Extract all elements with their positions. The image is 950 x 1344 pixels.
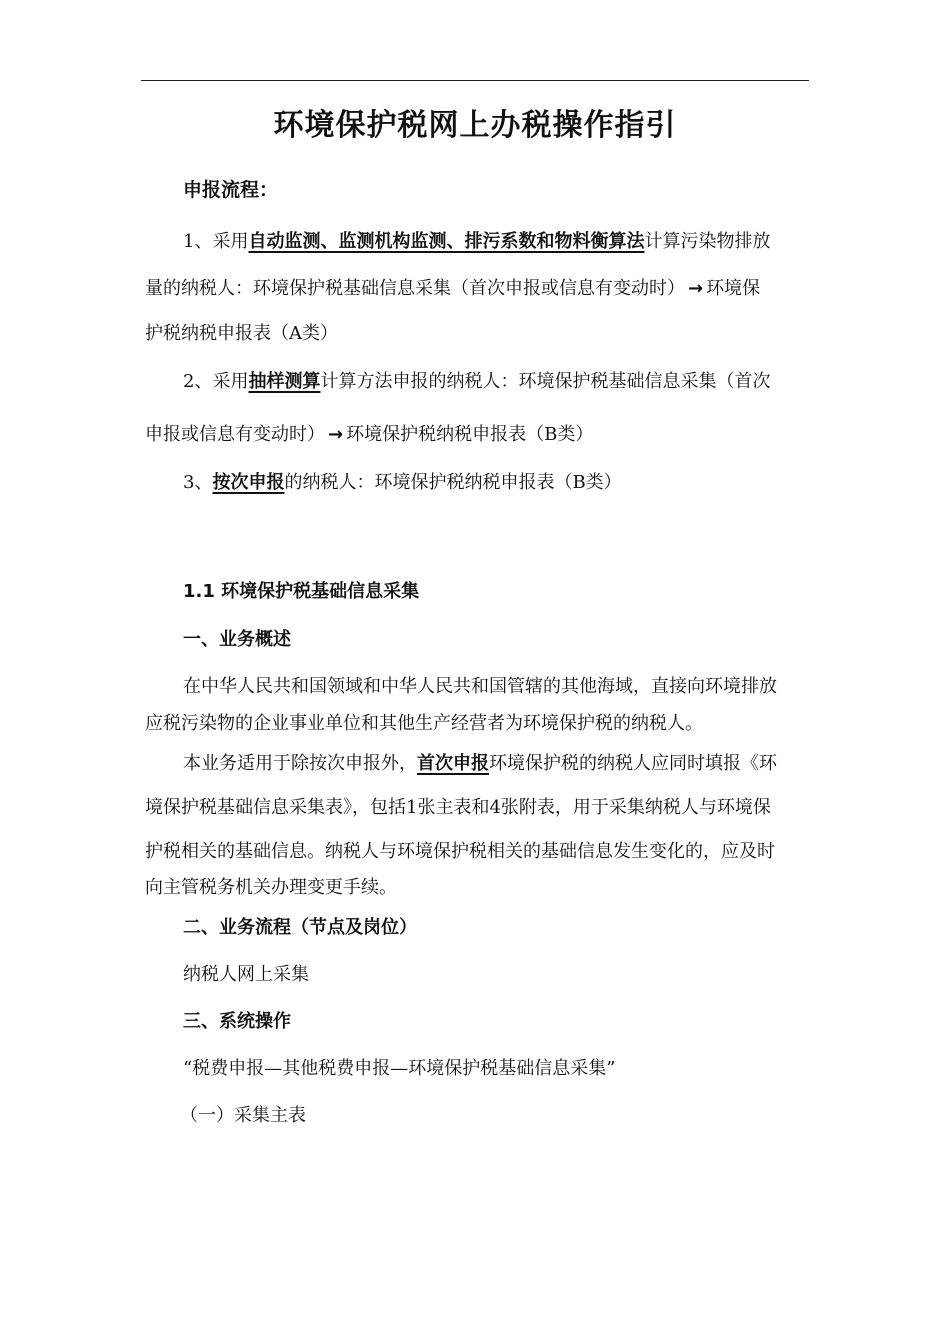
item2-prefix: 2、采用 bbox=[183, 371, 249, 392]
item2-line1 bbox=[183, 370, 770, 394]
item1-line2 bbox=[145, 277, 760, 301]
header-rule bbox=[141, 80, 809, 81]
item3-method: 按次申报 bbox=[212, 472, 285, 493]
overview-p2-emph: 首次申报 bbox=[417, 753, 489, 774]
overview-heading: 一、业务概述 bbox=[183, 629, 291, 650]
item2-suffix: 计算方法申报的纳税人：环境保护税基础信息采集（首次 bbox=[320, 371, 771, 392]
arrow-right-icon: → bbox=[328, 424, 344, 445]
item1-suffix: 计算污染物排放 bbox=[644, 231, 771, 252]
overview-p2-line3: 护税相关的基础信息。纳税人与环境保护税相关的基础信息发生变化的，应及时 bbox=[145, 841, 775, 862]
item2-method: 抽样测算 bbox=[248, 371, 321, 392]
overview-p2-suffix: 环境保护税的纳税人应同时填报《环 bbox=[489, 753, 777, 774]
section-heading: 1.1 环境保护税基础信息采集 bbox=[183, 581, 420, 602]
item1-line2-text: 量的纳税人：环境保护税基础信息采集（首次申报或信息有变动时） bbox=[145, 278, 685, 299]
overview-p1-line2: 应税污染物的企业事业单位和其他生产经营者为环境保护税的纳税人。 bbox=[145, 713, 703, 734]
item3-prefix: 3、 bbox=[183, 472, 213, 493]
item1-line1 bbox=[183, 230, 770, 254]
overview-p2-line1 bbox=[183, 752, 777, 776]
item3-line bbox=[183, 471, 622, 495]
item2-line2-target: 环境保护税纳税申报表（B类） bbox=[346, 424, 594, 445]
item2-line2 bbox=[145, 423, 593, 447]
overview-p1-line1: 在中华人民共和国领域和中华人民共和国管辖的其他海域，直接向环境排放 bbox=[183, 676, 777, 697]
item1-line3: 护税纳税申报表（A类） bbox=[145, 323, 338, 344]
item2-line2-text: 申报或信息有变动时） bbox=[145, 424, 325, 445]
overview-p2-prefix: 本业务适用于除按次申报外， bbox=[183, 753, 417, 774]
page-title: 环境保护税网上办税操作指引 bbox=[273, 108, 677, 143]
process-heading: 二、业务流程（节点及岗位） bbox=[183, 917, 417, 938]
overview-p2-line4: 向主管税务机关办理变更手续。 bbox=[145, 877, 397, 898]
flow-heading: 申报流程： bbox=[183, 179, 279, 201]
item1-prefix: 1、采用 bbox=[183, 231, 249, 252]
item1-methods: 自动监测、监测机构监测、排污系数和物料衡算法 bbox=[248, 231, 645, 252]
ops-heading: 三、系统操作 bbox=[183, 1011, 291, 1032]
arrow-right-icon: → bbox=[688, 278, 704, 299]
overview-p2-line2: 境保护税基础信息采集表》，包括1张主表和4张附表，用于采集纳税人与环境保 bbox=[145, 797, 771, 818]
item1-line2-target: 环境保 bbox=[706, 278, 761, 299]
ops-subheading: （一）采集主表 bbox=[180, 1105, 306, 1126]
process-text: 纳税人网上采集 bbox=[183, 964, 309, 985]
item3-suffix: 的纳税人：环境保护税纳税申报表（B类） bbox=[284, 472, 622, 493]
ops-path: “税费申报—其他税费申报—环境保护税基础信息采集” bbox=[183, 1058, 616, 1079]
